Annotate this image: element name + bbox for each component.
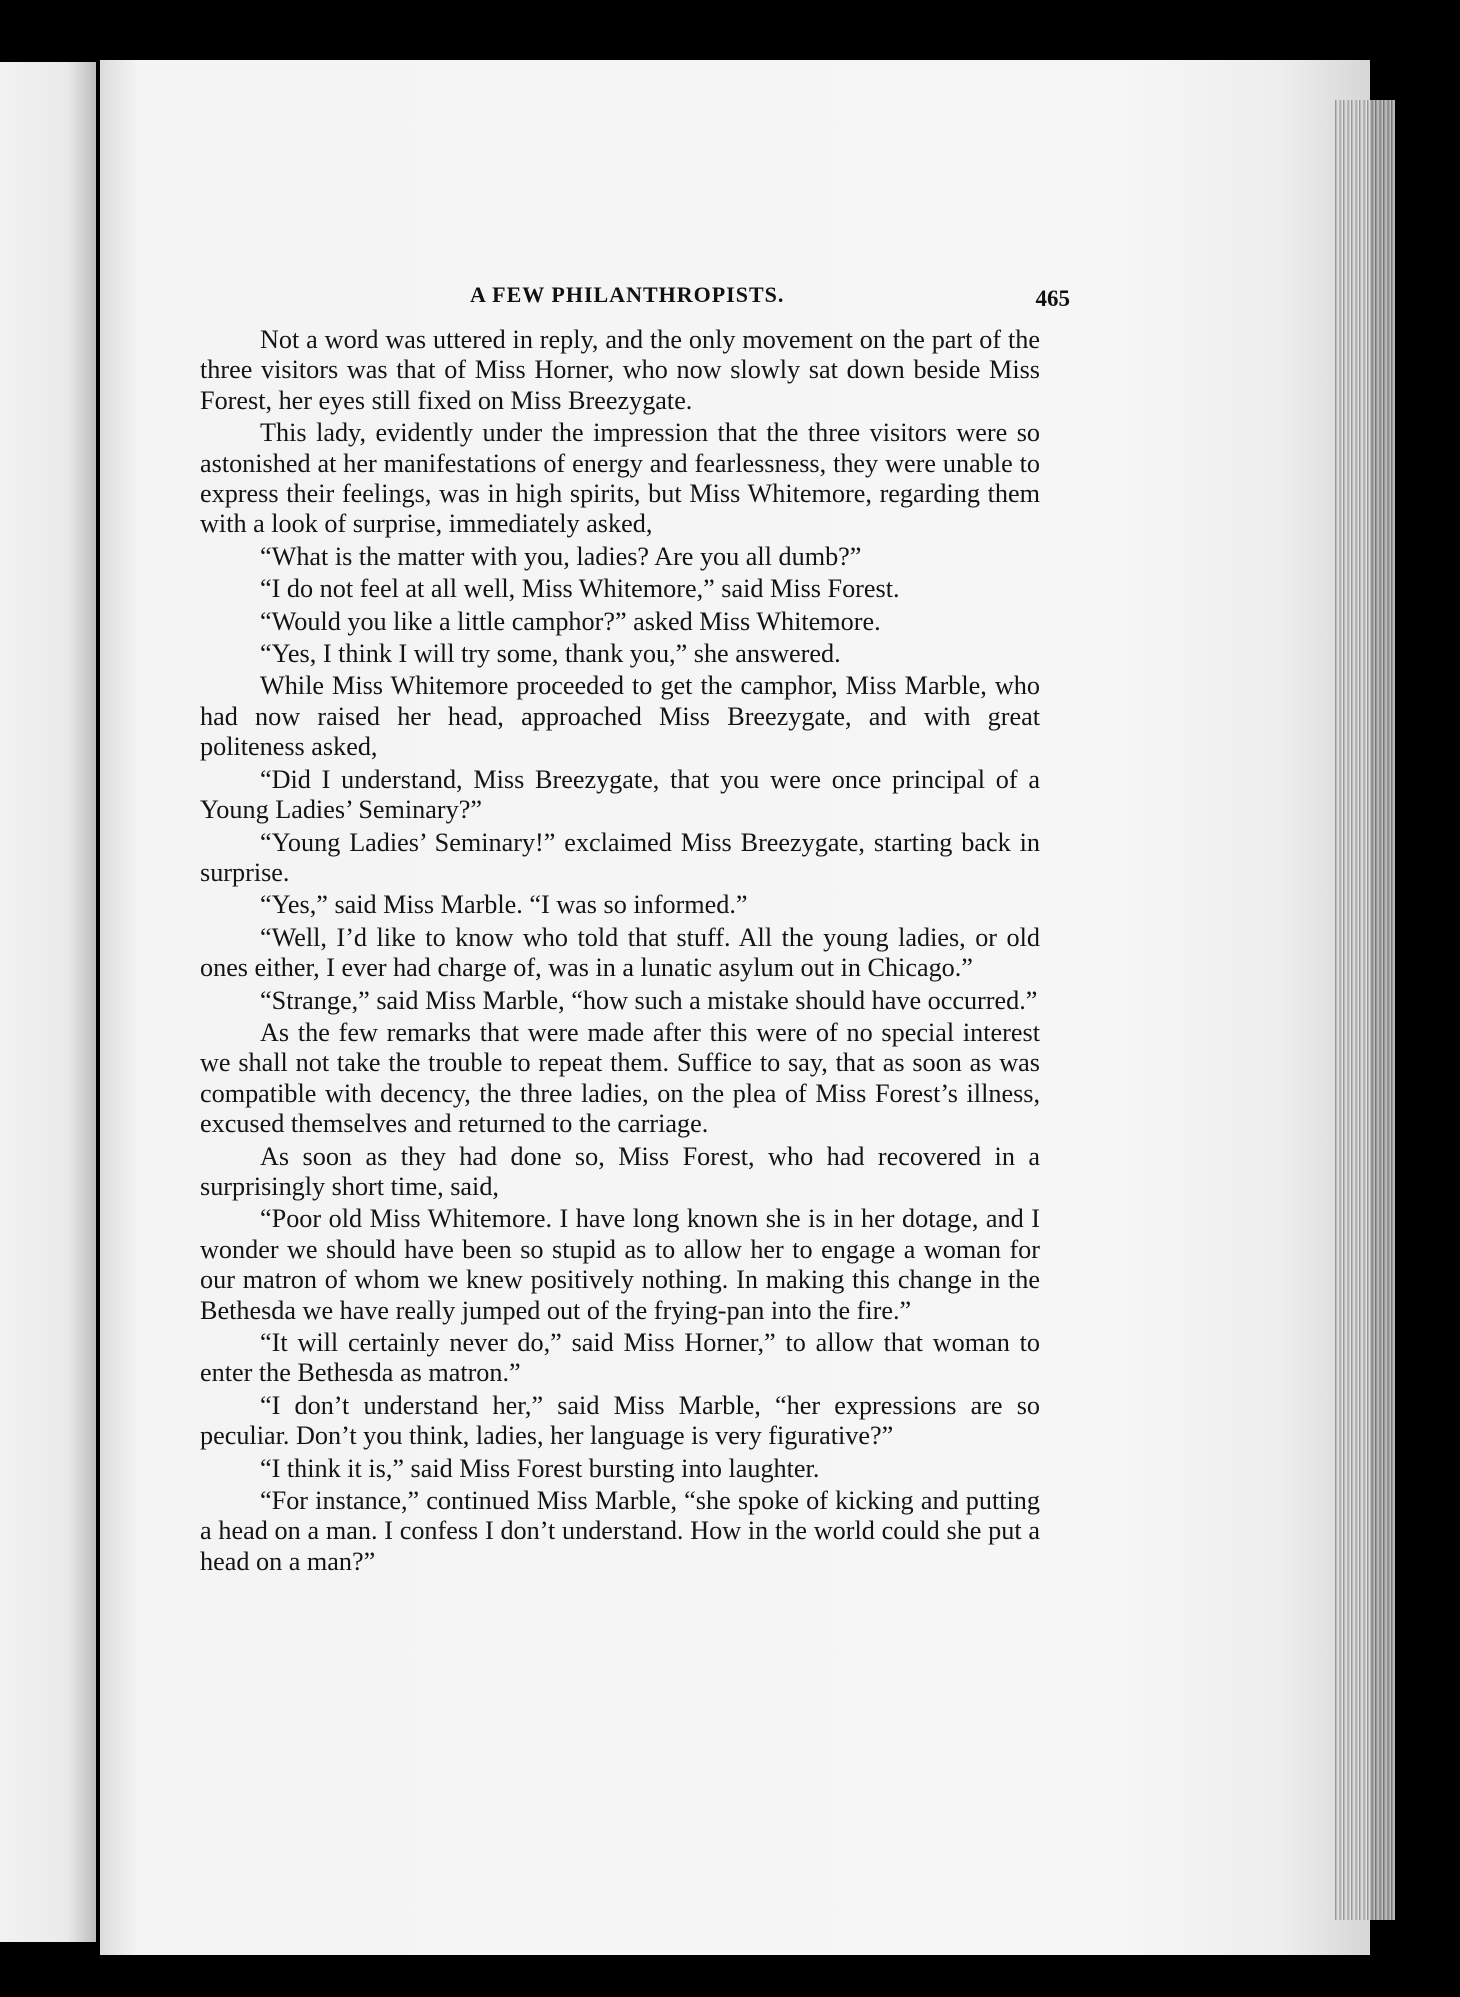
- paragraph: “I do not feel at all well, Miss Whitemore,” said Miss Forest.: [260, 574, 900, 604]
- paragraph: “It will certainly never do,” said Miss Horner,” to allow that woman to enter the Bethesda as matron.”: [200, 1328, 1040, 1388]
- paragraph: “I don’t understand her,” said Miss Marble, “her expressions are so peculiar. Don’t you think, ladies, her language is very figurative?”: [200, 1390, 1040, 1451]
- running-head: [200, 282, 1070, 322]
- paragraph: “Well, I’d like to know who told that stuff. All the young ladies, or old ones either, I ever had charge of, was in a lunatic asylum out in Chicago.”: [200, 922, 1040, 983]
- paragraph: “Did I understand, Miss Breezygate, that you were once principal of a Young Ladies’ Seminary?”: [200, 764, 1040, 825]
- paragraph: While Miss Whitemore proceeded to get the camphor, Miss Marble, who had now raised her head, approached Miss Breezygate, and with great politeness asked,: [200, 671, 1040, 762]
- page-stack-edge: [1335, 100, 1395, 1920]
- paragraph: “Yes,” said Miss Marble. “I was so informed.”: [260, 890, 748, 920]
- paragraph: “Yes, I think I will try some, thank you,” she answered.: [260, 639, 841, 669]
- paragraph: “Would you like a little camphor?” asked Miss Whitemore.: [260, 606, 881, 636]
- running-title: A FEW PHILANTHROPISTS.: [470, 282, 785, 307]
- paragraph: “What is the matter with you, ladies? Are you all dumb?”: [260, 541, 862, 571]
- paragraph: “Strange,” said Miss Marble, “how such a mistake should have occurred.”: [260, 985, 1038, 1015]
- paragraph: “I think it is,” said Miss Forest bursting into laughter.: [260, 1453, 820, 1483]
- page-number: 465: [1035, 286, 1070, 311]
- body-text: [200, 325, 1040, 1655]
- paragraph: “Poor old Miss Whitemore. I have long known she is in her dotage, and I wonder we should have been so stupid as to allow her to engage a woman for our matron of whom we knew positively nothing. In making this change in the Bethesda we have really jumped out of the frying-pan into the fire.”: [200, 1204, 1040, 1325]
- paragraph: Not a word was uttered in reply, and the only movement on the part of the three visitors was that of Miss Horner, who now slowly sat down beside Miss Forest, her eyes still fixed on Miss Breezygate.: [200, 325, 1040, 415]
- paragraph: As soon as they had done so, Miss Forest, who had recovered in a surprisingly short time, said,: [200, 1141, 1040, 1201]
- paragraph: “For instance,” continued Miss Marble, “she spoke of kicking and putting a head on a man. I confess I don’t understand. How in the world could she put a head on a man?”: [200, 1486, 1040, 1576]
- paragraph: This lady, evidently under the impression that the three visitors were so astonished at her manifestations of energy and fearlessness, they were unable to express their feelings, was in high spirits, but Miss Whitemore, regarding them with a look of surprise, immediately asked,: [200, 418, 1040, 539]
- paragraph: “Young Ladies’ Seminary!” exclaimed Miss Breezygate, starting back in surprise.: [200, 827, 1040, 887]
- previous-page-edge: [0, 62, 96, 1942]
- paragraph: As the few remarks that were made after this were of no special interest we shall not take the trouble to repeat them. Suffice to say, that as soon as was compatible with decency, the three ladies, on the plea of Miss Forest’s illness, excused themselves and returned to the carriage.: [200, 1017, 1040, 1139]
